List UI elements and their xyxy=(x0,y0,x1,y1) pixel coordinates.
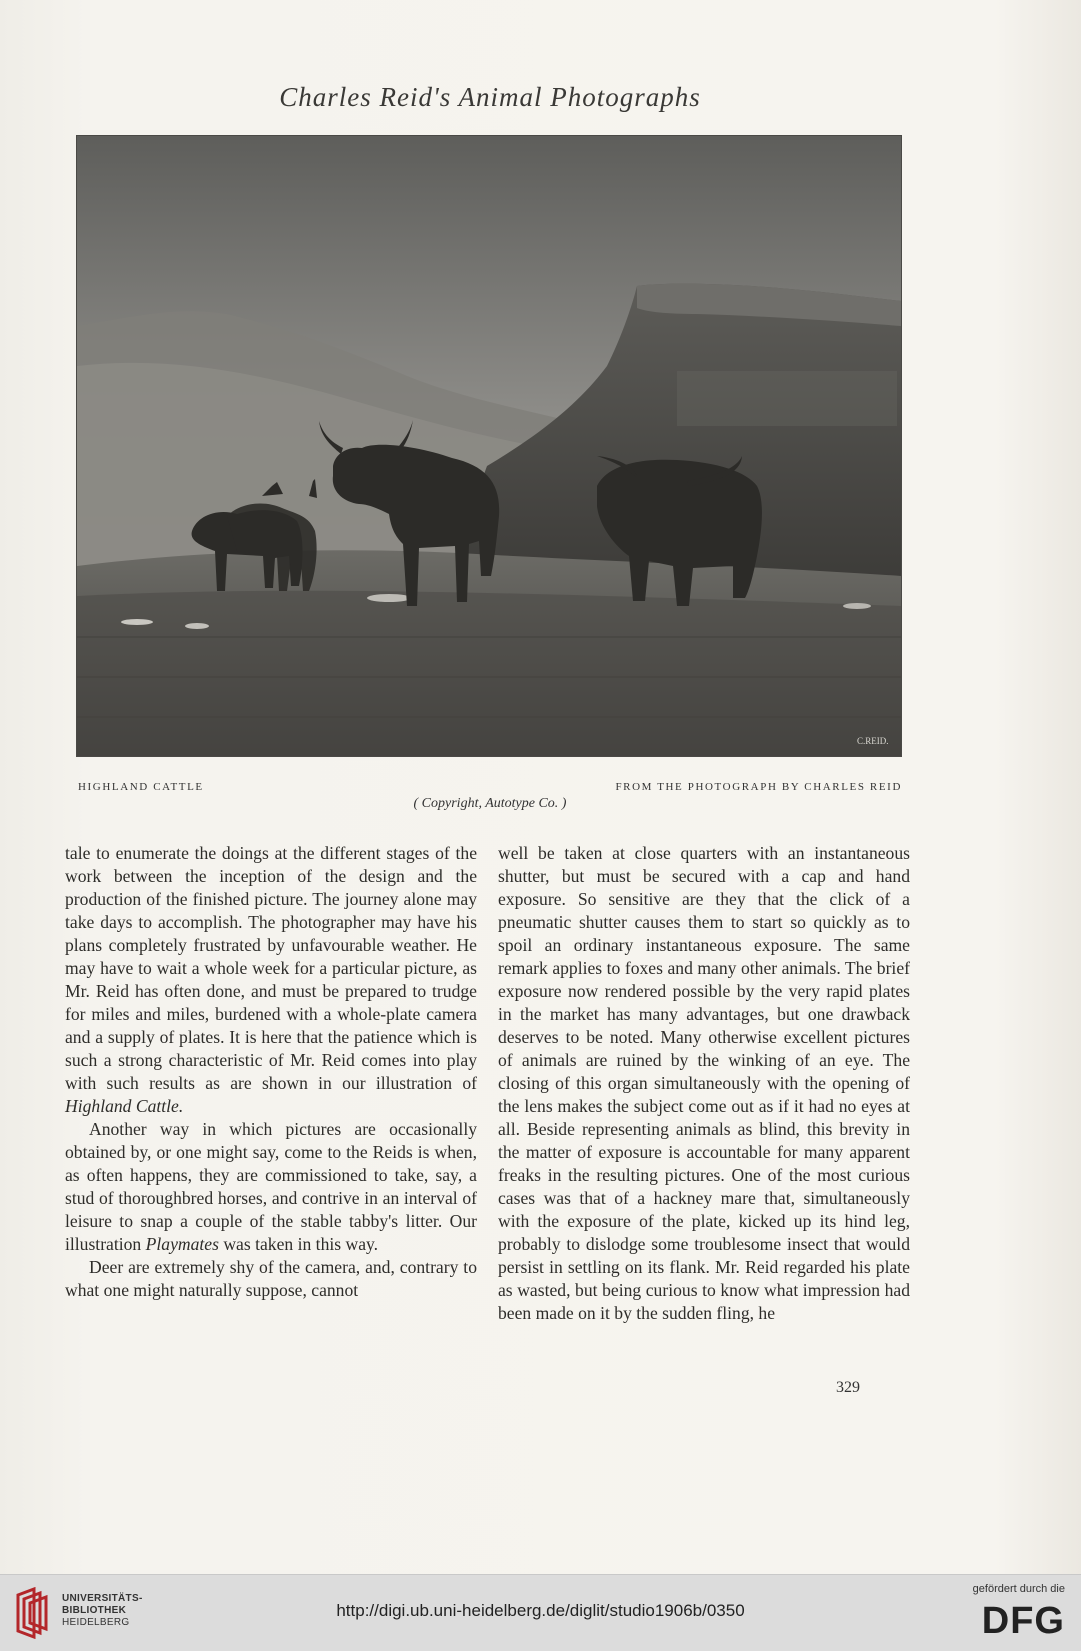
dfg-logo: DFG xyxy=(981,1600,1065,1642)
library-name-line: HEIDELBERG xyxy=(62,1617,130,1628)
plate-caption-title: HIGHLAND CATTLE xyxy=(78,781,204,793)
paragraph-text: tale to enumerate the doings at the different stages of the work between the inception of the design and the production of the finished picture. The journey alone may take days to accomplish. The photographer may have his plans completely frustrated by unfavourable weather. He may have to wait a whole week for a particular picture, as Mr. Reid has often done, and must be prepared to trudge for miles and miles, burdened with a whole-plate camera and a supply of plates. It is here that the patience which is such a strong characteristic of Mr. Reid comes into play with such results as are shown in our illustration of xyxy=(65,843,477,1093)
paragraph xyxy=(65,842,477,1118)
running-head: Charles Reid's Animal Photographs xyxy=(279,82,701,112)
text-column-right xyxy=(498,842,910,1325)
photo-signature: C.REID. xyxy=(857,736,889,746)
text-column-left xyxy=(65,842,477,1302)
photograph-plate xyxy=(77,136,901,756)
paragraph xyxy=(65,1256,477,1302)
library-name-line: UNIVERSITÄTS- xyxy=(62,1593,143,1604)
paragraph xyxy=(65,1118,477,1256)
paragraph-text: well be taken at close quarters with an instantaneous shutter, but must be secured with a cap and hand exposure. So sensitive are they that the click of a pneumatic shutter causes them to start so quickly as to spoil an ordinary instantaneous exposure. The same remark applies to foxes and many other animals. The brief exposure now rendered possible by the very rapid plates in the market has many advantages, but one drawback deserves to be noted. Many otherwise excellent pictures of animals are ruined by the winking of an eye. The closing of this organ simultaneously with the opening of the lens makes the subject come out as if it had no eyes at all. Beside representing animals as blind, this brevity in the matter of exposure is accountable for many apparent freaks in the resulting pictures. One of the most curious cases was that of a hackney mare that, simultaneously with the exposure of the plate, kicked up its hind leg, probably to dislodge some troublesome insect that would persist in settling on its flank. Mr. Reid regarded his plate as wasted, but being curious to know what impression had been made on it by the sudden fling, he xyxy=(498,843,910,1323)
permalink-url[interactable]: http://digi.ub.uni-heidelberg.de/diglit/studio1906b/0350 xyxy=(336,1601,745,1620)
paragraph-text: Deer are extremely shy of the camera, and, contrary to what one might naturally suppose, cannot xyxy=(65,1257,477,1300)
plate-caption-credit: FROM THE PHOTOGRAPH BY CHARLES REID xyxy=(615,781,902,793)
plate-caption-copyright: ( Copyright, Autotype Co. ) xyxy=(413,796,567,811)
paragraph-text: Another way in which pictures are occasionally obtained by, or one might say, come to the Reids is when, as often happens, they are commissioned to take, say, a stud of thoroughbred horses, and contrive in an interval of leisure to snap a couple of the stable tabby's litter. Our illustration xyxy=(65,1119,477,1254)
page-number: 329 xyxy=(836,1379,860,1396)
highland-cattle-photo xyxy=(77,136,901,756)
italic-title: Highland Cattle. xyxy=(65,1096,184,1116)
digitization-footer xyxy=(0,1574,1081,1651)
library-name-line: BIBLIOTHEK xyxy=(62,1605,127,1616)
paragraph-text: was taken in this way. xyxy=(218,1234,379,1254)
italic-title: Playmates xyxy=(145,1234,219,1254)
paragraph xyxy=(498,842,910,1325)
funding-label: gefördert durch die xyxy=(972,1583,1065,1595)
